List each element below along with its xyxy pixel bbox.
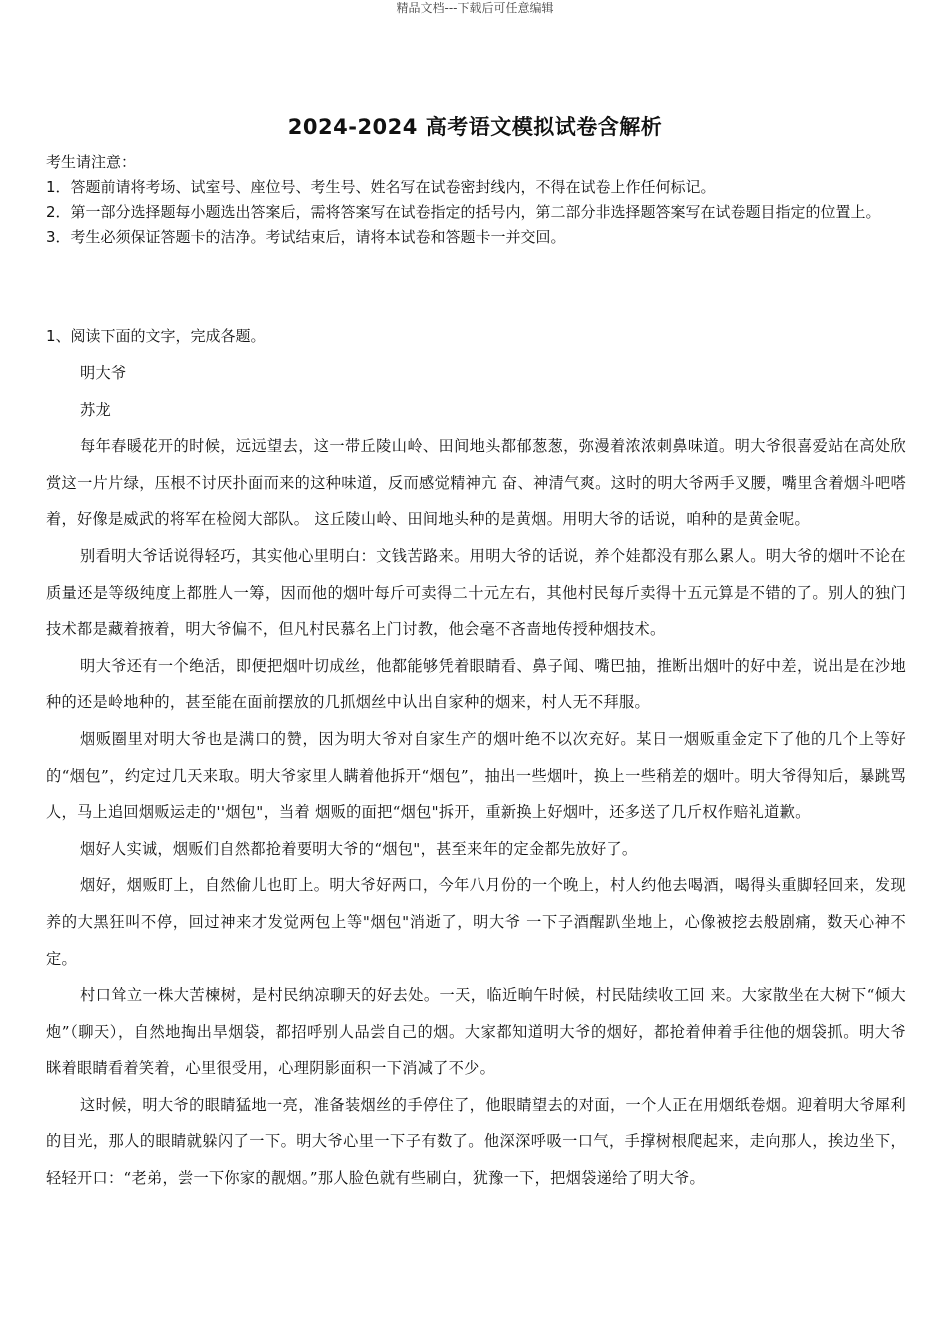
exam-notice — [46, 150, 906, 250]
watermark-header: 精品文档---下载后可任意编辑 — [396, 1, 554, 15]
notice-heading: 考生请注意： — [46, 153, 137, 171]
reading-passage — [46, 355, 906, 1197]
page-title: 2024-2024 高考语文模拟试卷含解析 — [287, 115, 663, 139]
article-paragraph: 这时候，明大爷的眼睛猛地一亮，准备装烟丝的手停住了，他眼睛望去的对面，一个人正在用烟纸卷烟。迎着明大爷犀利的目光，那人的眼睛就躲闪了一下。明大爷心里一下子有数了。他深深呼吸一口气，手撑树根爬起来，走向那人，挨边坐下，轻轻开口：“老弟，尝一下你家的靓烟。”那人脸色就有些刷白，犹豫一下，把烟袋递给了明大爷。 — [46, 1095, 906, 1188]
article-paragraph: 村口耸立一株大苦楝树，是村民纳凉聊天的好去处。一天，临近晌午时候，村民陆续收工回 来。大家散坐在大树下“倾大炮”（聊天），自然地掏出旱烟袋，都招呼别人品尝自己的烟。大家都知道明大爷的烟好，都抢着伸着手往他的烟袋抓。明大爷眯着眼睛看着笑着，心里很受用，心理阴影面积一下消减了不少。 — [46, 986, 906, 1078]
question-prompt: 1、阅读下面的文字，完成各题。 — [46, 327, 266, 345]
article-author: 苏龙 — [80, 400, 111, 419]
article-paragraph: 烟好，烟贩盯上，自然偷儿也盯上。明大爷好两口，今年八月份的一个晚上，村人约他去喝酒，喝得头重脚轻回来，发现养的大黑狂叫不停，回过神来才发觉两包上等"烟包"消逝了，明大爷 一下子酒醒趴坐地上，心像被挖去般剧痛，数天心神不定。 — [46, 876, 906, 968]
article-paragraph: 烟好人实诚，烟贩们自然都抢着要明大爷的“烟包"，甚至来年的定金都先放好了。 — [80, 839, 638, 858]
article-paragraph: 每年春暖花开的时候，远远望去，这一带丘陵山岭、田间地头都郁葱葱，弥漫着浓浓刺鼻味道。明大爷很喜爱站在高处欣赏这一片片绿，压根不讨厌扑面而来的这种味道，反而感觉精神亢 奋、神清气爽。这时的明大爷两手叉腰，嘴里含着烟斗吧嗒着，好像是威武的将军在检阅大部队。 这丘陵山岭、田间地头种的是黄烟。用明大爷的话说，咱种的是黄金呢。 — [46, 437, 906, 529]
notice-item: 2．第一部分选择题每小题选出答案后，需将答案写在试卷指定的括号内，第二部分非选择题答案写在试卷题目指定的位置上。 — [46, 203, 881, 221]
article-paragraph: 明大爷还有一个绝活，即便把烟叶切成丝，他都能够凭着眼睛看、鼻子闻、嘴巴抽，推断出烟叶的好中差，说出是在沙地种的还是岭地种的，甚至能在面前摆放的几抓烟丝中认出自家种的烟来，村人无不拜服。 — [46, 656, 906, 712]
notice-item: 3．考生必须保证答题卡的洁净。考试结束后，请将本试卷和答题卡一并交回。 — [46, 228, 566, 246]
article-title: 明大爷 — [80, 364, 127, 382]
article-paragraph: 烟贩圈里对明大爷也是满口的赞，因为明大爷对自家生产的烟叶绝不以次充好。某日一烟贩重金定下了他的几个上等好的“烟包”，约定过几天来取。明大爷家里人瞒着他拆开“烟包”，抽出一些烟叶，换上一些稍差的烟叶。明大爷得知后，暴跳骂人，马上追回烟贩运走的''烟包"，当着 烟贩的面把“烟包"拆开，重新换上好烟叶，还多送了几斤权作赔礼道歉。 — [46, 729, 906, 822]
notice-item: 1．答题前请将考场、试室号、座位号、考生号、姓名写在试卷密封线内，不得在试卷上作任何标记。 — [46, 178, 716, 196]
article-paragraph: 别看明大爷话说得轻巧，其实他心里明白：文钱苦路来。用明大爷的话说，养个娃都没有那么累人。明大爷的烟叶不论在质量还是等级纯度上都胜人一筹，因而他的烟叶每斤可卖得二十元左右，其他村民每斤卖得十五元算是不错的了。别人的独门技术都是藏着掖着，明大爷偏不，但凡村民慕名上门讨教，他会毫不吝啬地传授种烟技术。 — [46, 546, 906, 639]
